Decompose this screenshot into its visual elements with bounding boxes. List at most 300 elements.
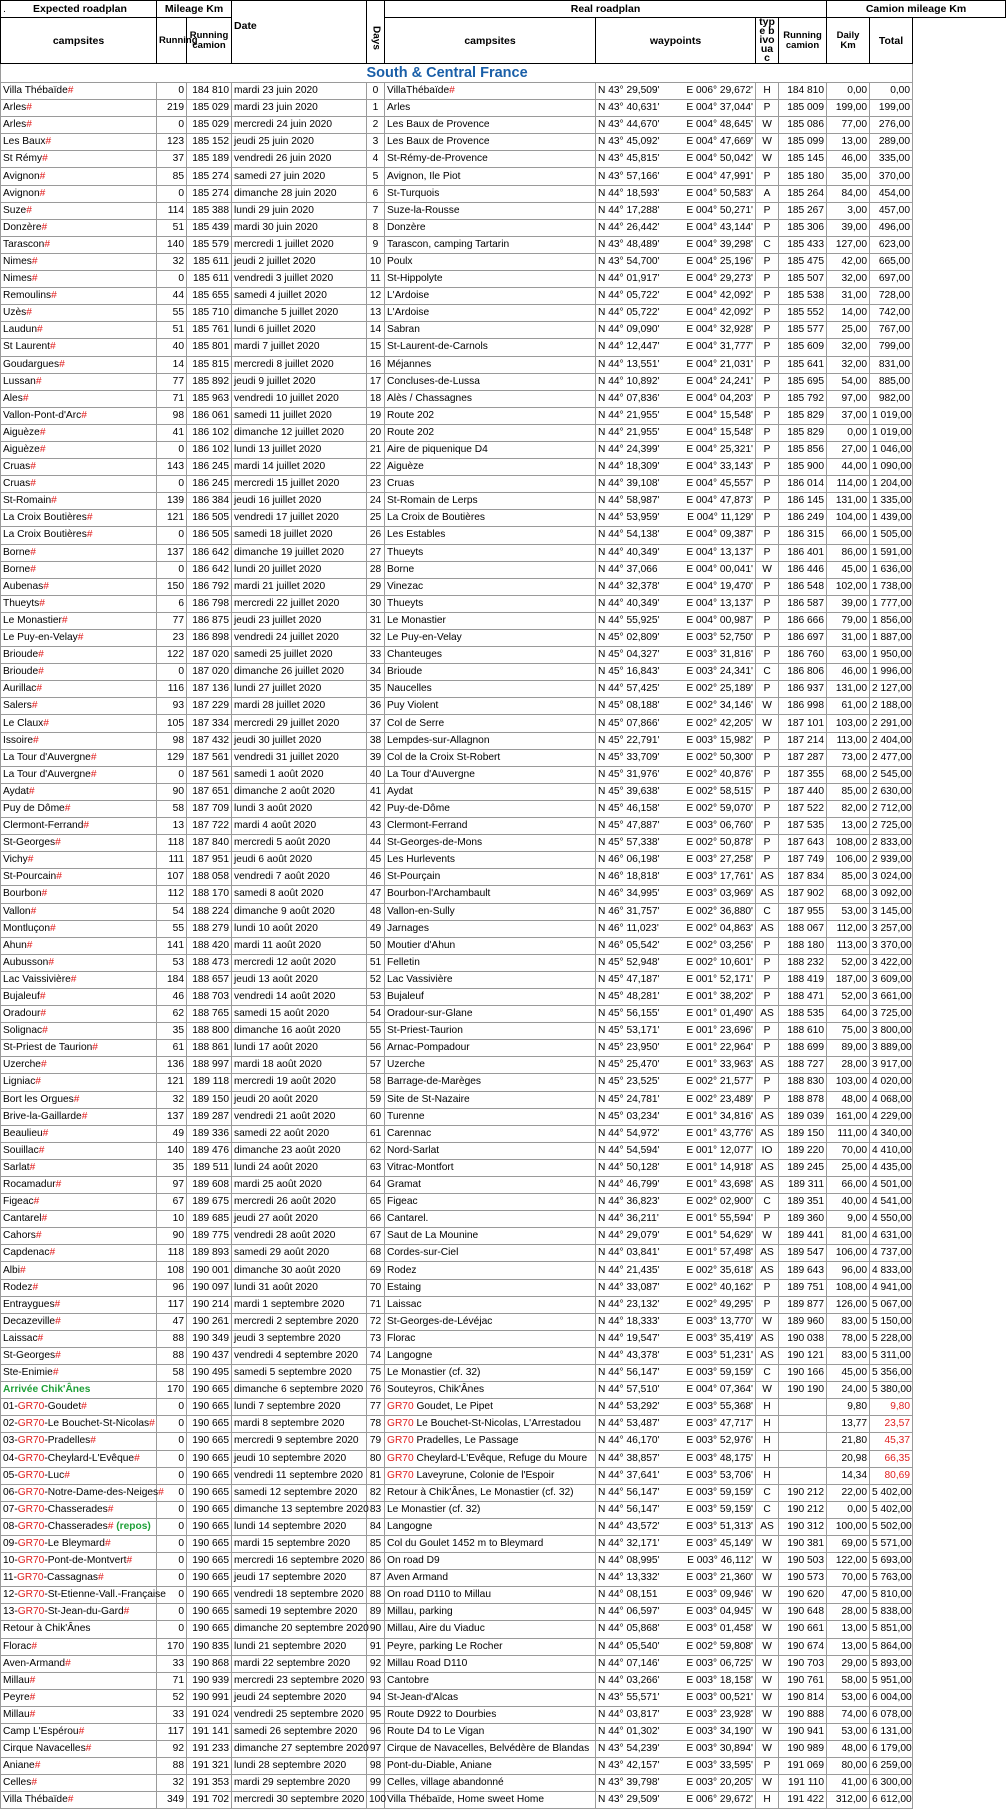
latitude: N 44° 53,292'	[598, 1401, 660, 1413]
campsite-name: St-Pourcain	[3, 871, 57, 883]
real-campsite	[385, 493, 596, 510]
real-campsite	[385, 117, 596, 134]
table-row	[1, 1347, 1006, 1364]
hash-mark: #	[51, 495, 57, 507]
real-campsite-name: Méjannes	[387, 358, 432, 370]
date: mardi 4 août 2020	[232, 818, 367, 835]
real-campsite-name: Aven Armand	[387, 1572, 448, 1584]
table-row	[1, 185, 1006, 202]
running-km: 98	[157, 732, 187, 749]
table-row	[1, 1604, 1006, 1621]
running-camion: 190 665	[187, 1450, 232, 1467]
camion-running: 185 856	[779, 441, 827, 458]
daily-km: 52,00	[827, 988, 870, 1005]
longitude: E 004° 42,092'	[686, 307, 754, 319]
latitude: N 44° 57,510'	[598, 1384, 660, 1396]
expected-campsite	[1, 664, 157, 681]
campsite-name: -Luc	[44, 1469, 65, 1481]
hash-mark: #	[78, 1726, 85, 1738]
daily-km: 80,00	[827, 1758, 870, 1775]
day-number: 93	[367, 1672, 385, 1689]
date: dimanche 26 juillet 2020	[232, 664, 367, 681]
date: mardi 1 septembre 2020	[232, 1296, 367, 1313]
real-campsite-name: On road D9	[387, 1555, 440, 1567]
date: vendredi 21 août 2020	[232, 1108, 367, 1125]
total-km: 728,00	[870, 288, 913, 305]
real-campsite	[385, 561, 596, 578]
gr70-tag: GR70	[17, 1520, 45, 1532]
daily-km: 44,00	[827, 459, 870, 476]
bivouac-type: C	[756, 236, 779, 253]
expected-campsite	[1, 1262, 157, 1279]
campsite-name: Aiguèze	[3, 426, 40, 438]
table-row	[1, 835, 1006, 852]
camion-running: 189 877	[779, 1296, 827, 1313]
gr70-tag: GR70	[17, 1538, 45, 1550]
expected-campsite	[1, 356, 157, 373]
running-camion: 186 798	[187, 595, 232, 612]
campsite-name: -Cassagnas	[43, 1572, 98, 1584]
hash-mark: #	[86, 529, 93, 541]
running-km: 0	[157, 1535, 187, 1552]
campsite-name: Bujaleuf	[3, 991, 40, 1003]
daily-km: 83,00	[827, 1313, 870, 1330]
real-campsite-name: Laissac	[387, 1298, 422, 1310]
date: vendredi 26 juin 2020	[232, 151, 367, 168]
real-campsite	[385, 1382, 596, 1399]
latitude: N 44° 21,435'	[598, 1264, 660, 1276]
camion-running: 185 538	[779, 288, 827, 305]
real-campsite-name: Aydat	[387, 785, 413, 797]
running-km: 170	[157, 1638, 187, 1655]
table-row	[1, 476, 1006, 493]
longitude: E 003° 21,360'	[686, 1572, 754, 1584]
bivouac-type: P	[756, 100, 779, 117]
waypoint	[596, 971, 756, 988]
day-number: 73	[367, 1330, 385, 1347]
bivouac-type: P	[756, 1279, 779, 1296]
col-waypoints: waypoints	[596, 18, 756, 64]
campsite-name: Aniane	[3, 1760, 35, 1772]
stage-prefix: 03-	[3, 1435, 18, 1447]
running-camion: 185 274	[187, 168, 232, 185]
expected-campsite	[1, 1347, 157, 1364]
day-number: 5	[367, 168, 385, 185]
real-campsite	[385, 424, 596, 441]
latitude: N 44° 05,868'	[598, 1623, 660, 1635]
expected-campsite	[1, 647, 157, 664]
stage-prefix: 02-	[3, 1418, 18, 1430]
date: dimanche 12 juillet 2020	[232, 424, 367, 441]
camion-running: 185 829	[779, 424, 827, 441]
bivouac-type: P	[756, 783, 779, 800]
expected-campsite	[1, 544, 157, 561]
day-number: 100	[367, 1792, 385, 1809]
date: samedi 26 septembre 2020	[232, 1724, 367, 1741]
day-number: 37	[367, 715, 385, 732]
stage-prefix: 06-	[3, 1486, 18, 1498]
hash-mark: #	[134, 1452, 140, 1464]
waypoint	[596, 100, 756, 117]
waypoint	[596, 1074, 756, 1091]
total-km: 5 380,00	[870, 1382, 913, 1399]
camion-running	[779, 1399, 827, 1416]
expected-campsite	[1, 561, 157, 578]
daily-km: 13,00	[827, 134, 870, 151]
real-campsite	[385, 1792, 596, 1809]
camion-running: 185 099	[779, 134, 827, 151]
total-km: 1 856,00	[870, 612, 913, 629]
table-row	[1, 749, 1006, 766]
real-campsite	[385, 1177, 596, 1194]
camion-running: 189 351	[779, 1194, 827, 1211]
bivouac-type: P	[756, 373, 779, 390]
real-campsite-name: Villa Thébaïde, Home sweet Home	[387, 1794, 545, 1806]
waypoint	[596, 1330, 756, 1347]
total-km: 3 889,00	[870, 1040, 913, 1057]
latitude: N 46° 18,818'	[598, 871, 660, 883]
real-campsite-name: Borne	[387, 563, 415, 575]
latitude: N 44° 46,170'	[598, 1435, 660, 1447]
campsite-name: -Pont-de-Montvert	[44, 1555, 127, 1567]
table-row	[1, 1689, 1006, 1706]
expected-campsite	[1, 151, 157, 168]
campsite-name: Aubenas	[3, 580, 44, 592]
table-row	[1, 219, 1006, 236]
hash-mark: #	[85, 1743, 92, 1755]
bivouac-type: C	[756, 664, 779, 681]
campsite-name: Aiguèze	[3, 444, 40, 456]
date: samedi 5 septembre 2020	[232, 1365, 367, 1382]
latitude: N 44° 13,332'	[598, 1572, 660, 1584]
waypoint	[596, 339, 756, 356]
real-campsite	[385, 1108, 596, 1125]
latitude: N 44° 23,132'	[598, 1298, 660, 1310]
camion-running: 188 699	[779, 1040, 827, 1057]
expected-campsite	[1, 1040, 157, 1057]
waypoint	[596, 305, 756, 322]
waypoint	[596, 271, 756, 288]
longitude: E 003° 45,149'	[686, 1538, 754, 1550]
waypoint	[596, 527, 756, 544]
waypoint	[596, 612, 756, 629]
bivouac-type: H	[756, 1399, 779, 1416]
bivouac-type: P	[756, 818, 779, 835]
daily-km: 187,00	[827, 971, 870, 988]
hash-mark: #	[28, 785, 35, 797]
real-campsite-name: Aire de piquenique D4	[387, 444, 488, 456]
daily-km: 53,00	[827, 903, 870, 920]
day-number: 62	[367, 1142, 385, 1159]
running-km: 85	[157, 168, 187, 185]
table-row	[1, 1758, 1006, 1775]
day-number: 18	[367, 390, 385, 407]
date: samedi 18 juillet 2020	[232, 527, 367, 544]
hash-mark: #	[26, 102, 32, 114]
stage-prefix: 07-	[3, 1503, 18, 1515]
daily-km: 66,00	[827, 527, 870, 544]
daily-km: 100,00	[827, 1518, 870, 1535]
real-campsite	[385, 578, 596, 595]
latitude: N 45° 16,843'	[598, 666, 660, 678]
latitude: N 44° 09,090'	[598, 324, 660, 336]
real-campsite	[385, 527, 596, 544]
daily-km: 74,00	[827, 1706, 870, 1723]
bivouac-type: W	[756, 1570, 779, 1587]
daily-km: 68,00	[827, 766, 870, 783]
total-km: 5 571,00	[870, 1535, 913, 1552]
daily-km: 106,00	[827, 1245, 870, 1262]
expected-campsite	[1, 971, 157, 988]
longitude: E 004° 25,196'	[686, 255, 754, 267]
total-km: 6 131,00	[870, 1724, 913, 1741]
day-number: 59	[367, 1091, 385, 1108]
campsite-name: Montluçon	[3, 922, 51, 934]
running-camion: 191 321	[187, 1758, 232, 1775]
hash-mark: #	[30, 563, 36, 575]
table-row	[1, 510, 1006, 527]
camion-running: 191 069	[779, 1758, 827, 1775]
real-campsite	[385, 305, 596, 322]
date: dimanche 9 août 2020	[232, 903, 367, 920]
table-row	[1, 800, 1006, 817]
expected-campsite	[1, 390, 157, 407]
latitude: N 45° 22,791'	[598, 734, 660, 746]
hash-mark: #	[64, 802, 71, 814]
campsite-name: St Rémy	[3, 153, 43, 165]
day-number: 20	[367, 424, 385, 441]
expected-campsite	[1, 1758, 157, 1775]
col-total: Total	[870, 18, 913, 64]
longitude: E 003° 53,706'	[686, 1469, 754, 1481]
latitude: N 44° 06,597'	[598, 1606, 660, 1618]
total-km: 0,00	[870, 83, 913, 100]
latitude: N 44° 53,959'	[598, 512, 660, 524]
waypoint	[596, 1518, 756, 1535]
bivouac-type: AS	[756, 1245, 779, 1262]
running-camion: 190 665	[187, 1433, 232, 1450]
expected-campsite	[1, 1313, 157, 1330]
daily-km: 126,00	[827, 1296, 870, 1313]
hash-mark: #	[90, 768, 97, 780]
hash-mark: #	[54, 1298, 61, 1310]
table-row	[1, 1159, 1006, 1176]
running-camion: 189 118	[187, 1074, 232, 1091]
real-campsite	[385, 236, 596, 253]
date: samedi 8 août 2020	[232, 886, 367, 903]
date: vendredi 28 août 2020	[232, 1228, 367, 1245]
longitude: E 003° 06,760'	[686, 820, 754, 832]
running-km: 184	[157, 971, 187, 988]
running-km: 49	[157, 1125, 187, 1142]
hash-mark: #	[55, 1179, 62, 1191]
latitude: N 43° 29,509'	[598, 85, 660, 97]
table-row	[1, 647, 1006, 664]
running-km: 55	[157, 920, 187, 937]
running-camion: 190 835	[187, 1638, 232, 1655]
day-number: 47	[367, 886, 385, 903]
campsite-name: Arles	[3, 119, 27, 131]
running-camion: 188 657	[187, 971, 232, 988]
running-camion: 190 665	[187, 1553, 232, 1570]
daily-km: 84,00	[827, 185, 870, 202]
daily-km: 54,00	[827, 373, 870, 390]
hash-mark: #	[38, 666, 44, 678]
real-campsite-name: Vinezac	[387, 580, 424, 592]
total-km: 1 591,00	[870, 544, 913, 561]
running-km: 140	[157, 236, 187, 253]
table-row	[1, 1313, 1006, 1330]
expected-campsite	[1, 749, 157, 766]
camion-running: 188 830	[779, 1074, 827, 1091]
total-km: 5 810,00	[870, 1587, 913, 1604]
camion-running: 186 587	[779, 595, 827, 612]
longitude: E 002° 50,300'	[686, 751, 754, 763]
table-row	[1, 1125, 1006, 1142]
campsite-name: Entraygues	[3, 1298, 55, 1310]
campsite-name: Brioude	[3, 649, 39, 661]
table-row	[1, 1074, 1006, 1091]
running-camion: 188 170	[187, 886, 232, 903]
daily-km: 35,00	[827, 168, 870, 185]
day-number: 16	[367, 356, 385, 373]
running-camion: 185 611	[187, 271, 232, 288]
real-campsite-name: Avignon, Ile Piot	[387, 170, 461, 182]
running-km: 117	[157, 1724, 187, 1741]
real-campsite-name: Chanteuges	[387, 649, 442, 661]
camion-running: 190 761	[779, 1672, 827, 1689]
real-campsite-name: Pradelles, Le Passage	[413, 1435, 519, 1447]
running-km: 32	[157, 1091, 187, 1108]
bivouac-type: W	[756, 134, 779, 151]
hash-mark: #	[35, 375, 42, 387]
longitude: E 004° 47,991'	[686, 170, 754, 182]
stage-prefix: 04-	[3, 1452, 18, 1464]
latitude: N 44° 26,442'	[598, 221, 660, 233]
date: dimanche 27 septembre 2020	[232, 1741, 367, 1758]
total-km: 5 311,00	[870, 1347, 913, 1364]
daily-km: 63,00	[827, 647, 870, 664]
bivouac-type: P	[756, 390, 779, 407]
running-camion: 184 810	[187, 83, 232, 100]
expected-campsite	[1, 117, 157, 134]
date: mardi 8 septembre 2020	[232, 1416, 367, 1433]
gr70-tag: GR70	[17, 1418, 45, 1430]
day-number: 81	[367, 1467, 385, 1484]
bivouac-type: W	[756, 117, 779, 134]
daily-km: 111,00	[827, 1125, 870, 1142]
running-km: 58	[157, 1365, 187, 1382]
campsite-name: Millau	[3, 1674, 30, 1686]
day-number: 74	[367, 1347, 385, 1364]
running-camion: 191 702	[187, 1792, 232, 1809]
waypoint	[596, 1741, 756, 1758]
latitude: N 44° 37,641'	[598, 1469, 660, 1481]
table-row	[1, 1262, 1006, 1279]
real-campsite-name: Route D922 to Dourbies	[387, 1708, 497, 1720]
total-km: 3 092,00	[870, 886, 913, 903]
real-campsite-name: Cantarel.	[387, 1213, 429, 1225]
real-campsite-name: Suze-la-Rousse	[387, 204, 460, 216]
date: jeudi 3 septembre 2020	[232, 1330, 367, 1347]
real-campsite-name: Nord-Sarlat	[387, 1144, 440, 1156]
running-camion: 185 274	[187, 185, 232, 202]
campsite-name: Le Claux	[3, 717, 44, 729]
expected-campsite	[1, 527, 157, 544]
latitude: N 43° 40,631'	[598, 102, 660, 114]
day-number: 29	[367, 578, 385, 595]
campsite-name: Remoulins	[3, 290, 52, 302]
campsite-name: Issoire	[3, 734, 34, 746]
total-km: 767,00	[870, 322, 913, 339]
total-km: 5 228,00	[870, 1330, 913, 1347]
longitude: E 002° 03,256'	[686, 939, 754, 951]
camion-running: 185 829	[779, 407, 827, 424]
hash-mark: #	[92, 1042, 98, 1054]
longitude: E 001° 38,202'	[686, 991, 754, 1003]
real-campsite	[385, 1211, 596, 1228]
expected-campsite	[1, 732, 157, 749]
running-km: 137	[157, 544, 187, 561]
campsite-name: La Croix Boutières	[3, 529, 87, 541]
real-campsite-name: L'Ardoise	[387, 307, 430, 319]
gr70-tag: GR70	[387, 1435, 414, 1447]
total-km: 9,80	[870, 1399, 913, 1416]
waypoint	[596, 185, 756, 202]
running-km: 33	[157, 1706, 187, 1723]
table-row	[1, 1433, 1006, 1450]
camion-running: 189 751	[779, 1279, 827, 1296]
date: vendredi 7 août 2020	[232, 869, 367, 886]
longitude: E 003° 48,175'	[686, 1452, 754, 1464]
running-km: 6	[157, 595, 187, 612]
hash-mark: #	[41, 1213, 48, 1225]
waypoint	[596, 1570, 756, 1587]
running-km: 0	[157, 1399, 187, 1416]
running-km: 0	[157, 1604, 187, 1621]
campsite-name: Avignon	[3, 170, 40, 182]
real-campsite	[385, 1741, 596, 1758]
running-km: 0	[157, 1501, 187, 1518]
camion-running: 188 535	[779, 1006, 827, 1023]
real-campsite	[385, 971, 596, 988]
total-km: 496,00	[870, 219, 913, 236]
real-campsite-name: Souteyros, Chik'Ânes	[387, 1384, 485, 1396]
table-row	[1, 134, 1006, 151]
date: jeudi 9 juillet 2020	[232, 373, 367, 390]
total-km: 3 145,00	[870, 903, 913, 920]
day-number: 34	[367, 664, 385, 681]
bivouac-type: W	[756, 1706, 779, 1723]
table-row	[1, 202, 1006, 219]
expected-campsite	[1, 219, 157, 236]
expected-campsite	[1, 835, 157, 852]
campsite-name: Arles	[3, 102, 27, 114]
running-camion: 190 495	[187, 1365, 232, 1382]
hash-mark: #	[52, 1367, 59, 1379]
table-row	[1, 271, 1006, 288]
longitude: E 004° 29,273'	[686, 273, 754, 285]
waypoint	[596, 732, 756, 749]
real-campsite	[385, 202, 596, 219]
running-km: 90	[157, 1228, 187, 1245]
waypoint	[596, 1347, 756, 1364]
campsite-name: -Pradelles	[44, 1435, 91, 1447]
total-km: 2 833,00	[870, 835, 913, 852]
bivouac-type: W	[756, 715, 779, 732]
date: dimanche 20 septembre 2020	[232, 1621, 367, 1638]
real-campsite-name: Route 202	[387, 426, 435, 438]
